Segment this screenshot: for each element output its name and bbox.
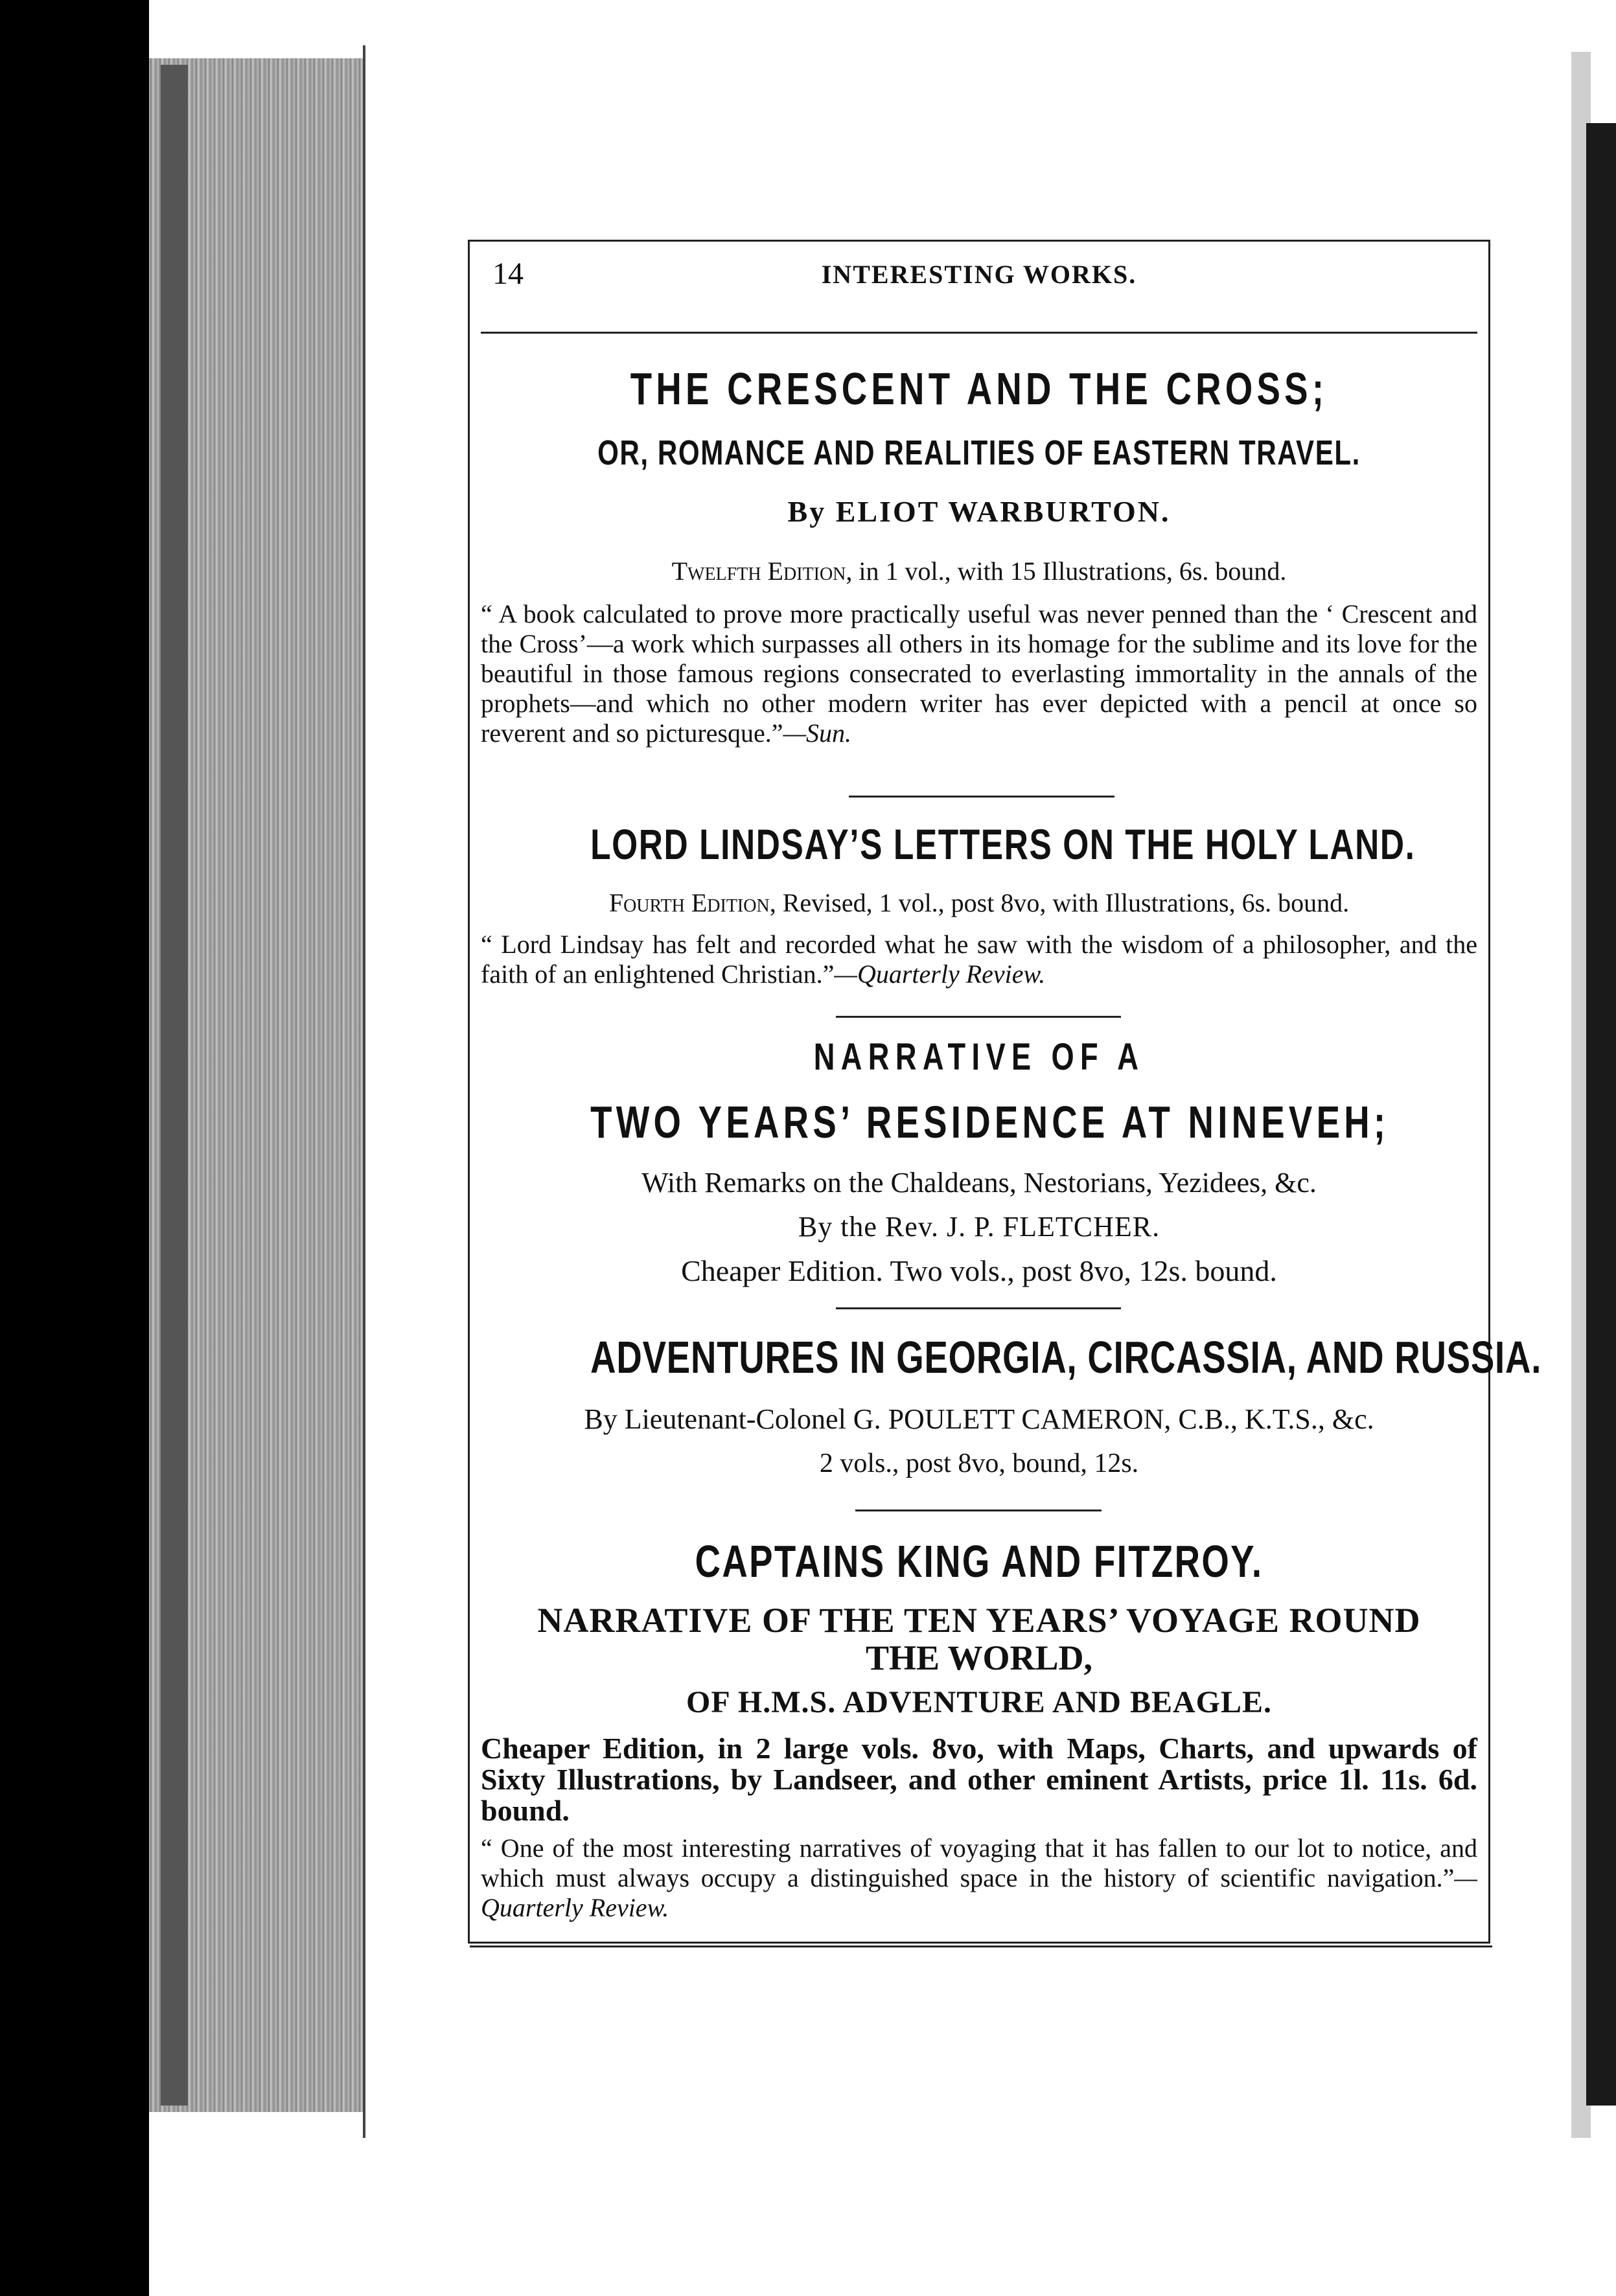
entry-3 xyxy=(481,1035,1477,1079)
book-subtitle-wrap xyxy=(481,433,1477,473)
book-title-line2-wrap xyxy=(481,1096,1477,1148)
book-spine-shadow xyxy=(161,65,188,2106)
book-title-line2: TWO YEARS’ RESIDENCE AT NINEVEH; xyxy=(590,1097,1390,1147)
section-divider xyxy=(855,1510,1102,1511)
review-quote xyxy=(481,599,1477,748)
book-edition xyxy=(481,888,1477,918)
quote-text: “ One of the most interesting narratives of voyaging that it has fallen to our lot to notice, and which must always occupy a distinguished space in the history of scientific navigation.” xyxy=(481,1833,1477,1892)
running-head: INTERESTING WORKS. xyxy=(821,260,1137,289)
review-quote xyxy=(481,1833,1477,1923)
section-divider xyxy=(849,796,1114,798)
entry-4 xyxy=(481,1331,1542,1383)
frame-bottom-rule xyxy=(470,1946,1492,1947)
entry-1 xyxy=(481,363,1477,415)
page-number: 14 xyxy=(492,257,524,291)
section-divider xyxy=(836,1016,1121,1018)
book-subtitle: With Remarks on the Chaldeans, Nestorians, Yezidees, &c. xyxy=(641,1167,1317,1199)
book-author: By the Rev. J. P. FLETCHER. xyxy=(798,1211,1160,1243)
book-title: CAPTAINS KING AND FITZROY. xyxy=(695,1536,1264,1587)
book-title: ADVENTURES IN GEORGIA, CIRCASSIA, AND RUSSIA. xyxy=(590,1332,1542,1383)
page-right-shadow xyxy=(1586,123,1616,2106)
book-edition: Cheaper Edition. Two vols., post 8vo, 12s. bound. xyxy=(681,1254,1277,1287)
edition-label: Fourth Edition xyxy=(608,888,770,917)
book-author: By ELIOT WARBURTON. xyxy=(787,495,1171,528)
edition-label: Twelfth Edition xyxy=(671,557,846,586)
quote-source: —Sun. xyxy=(783,718,852,748)
entry-5 xyxy=(481,1535,1477,1587)
book-edition: Cheaper Edition, in 2 large vols. 8vo, with Maps, Charts, and upwards of Sixty Illustrations, by Landseer, and other eminent Artists, price 1l. 11s. 6d. bound. xyxy=(481,1732,1477,1827)
book-subtitle-line3: OF H.M.S. ADVENTURE AND BEAGLE. xyxy=(686,1685,1272,1719)
book-title: LORD LINDSAY’S LETTERS ON THE HOLY LAND. xyxy=(590,820,1416,868)
edition-details: , Revised, 1 vol., post 8vo, with Illustrations, 6s. bound. xyxy=(769,888,1350,917)
book-author: By Lieutenant-Colonel G. POULETT CAMERON, C.B., K.T.S., &c. xyxy=(584,1403,1374,1435)
quote-text: “ A book calculated to prove more practically useful was never penned than the ‘ Crescent and the Cross’—a work which surpasses all others in its homage for the sublime and its love for the beautiful in those famous regions consecrated to everlasting immortality in the annals of the prophets—and which no other modern writer has ever depicted with a pencil at once so reverent and so picturesque.” xyxy=(481,599,1477,748)
book-subtitle-line1: NARRATIVE OF THE TEN YEARS’ VOYAGE ROUND xyxy=(537,1601,1421,1640)
review-quote xyxy=(481,930,1477,989)
edition-details: , in 1 vol., with 15 Illustrations, 6s. bound. xyxy=(846,557,1287,586)
book-title-line1: NARRATIVE OF A xyxy=(813,1036,1145,1078)
quote-source: —Quarterly Review. xyxy=(481,1863,1477,1922)
book-subtitle: OR, ROMANCE AND REALITIES OF EASTERN TRAVEL. xyxy=(597,433,1361,472)
header-rule xyxy=(481,332,1477,334)
quote-text: “ Lord Lindsay has felt and recorded what he saw with the wisdom of a philosopher, and the faith of an enlightened Christian.” xyxy=(481,930,1477,989)
book-edition xyxy=(481,556,1477,586)
book-title: THE CRESCENT AND THE CROSS; xyxy=(630,363,1328,414)
entry-2 xyxy=(481,820,1477,869)
section-divider xyxy=(836,1307,1121,1309)
scan-background xyxy=(0,0,149,2296)
book-subtitle-line2: THE WORLD, xyxy=(865,1638,1093,1677)
book-edition: 2 vols., post 8vo, bound, 12s. xyxy=(819,1449,1139,1478)
quote-source: —Quarterly Review. xyxy=(834,959,1046,989)
